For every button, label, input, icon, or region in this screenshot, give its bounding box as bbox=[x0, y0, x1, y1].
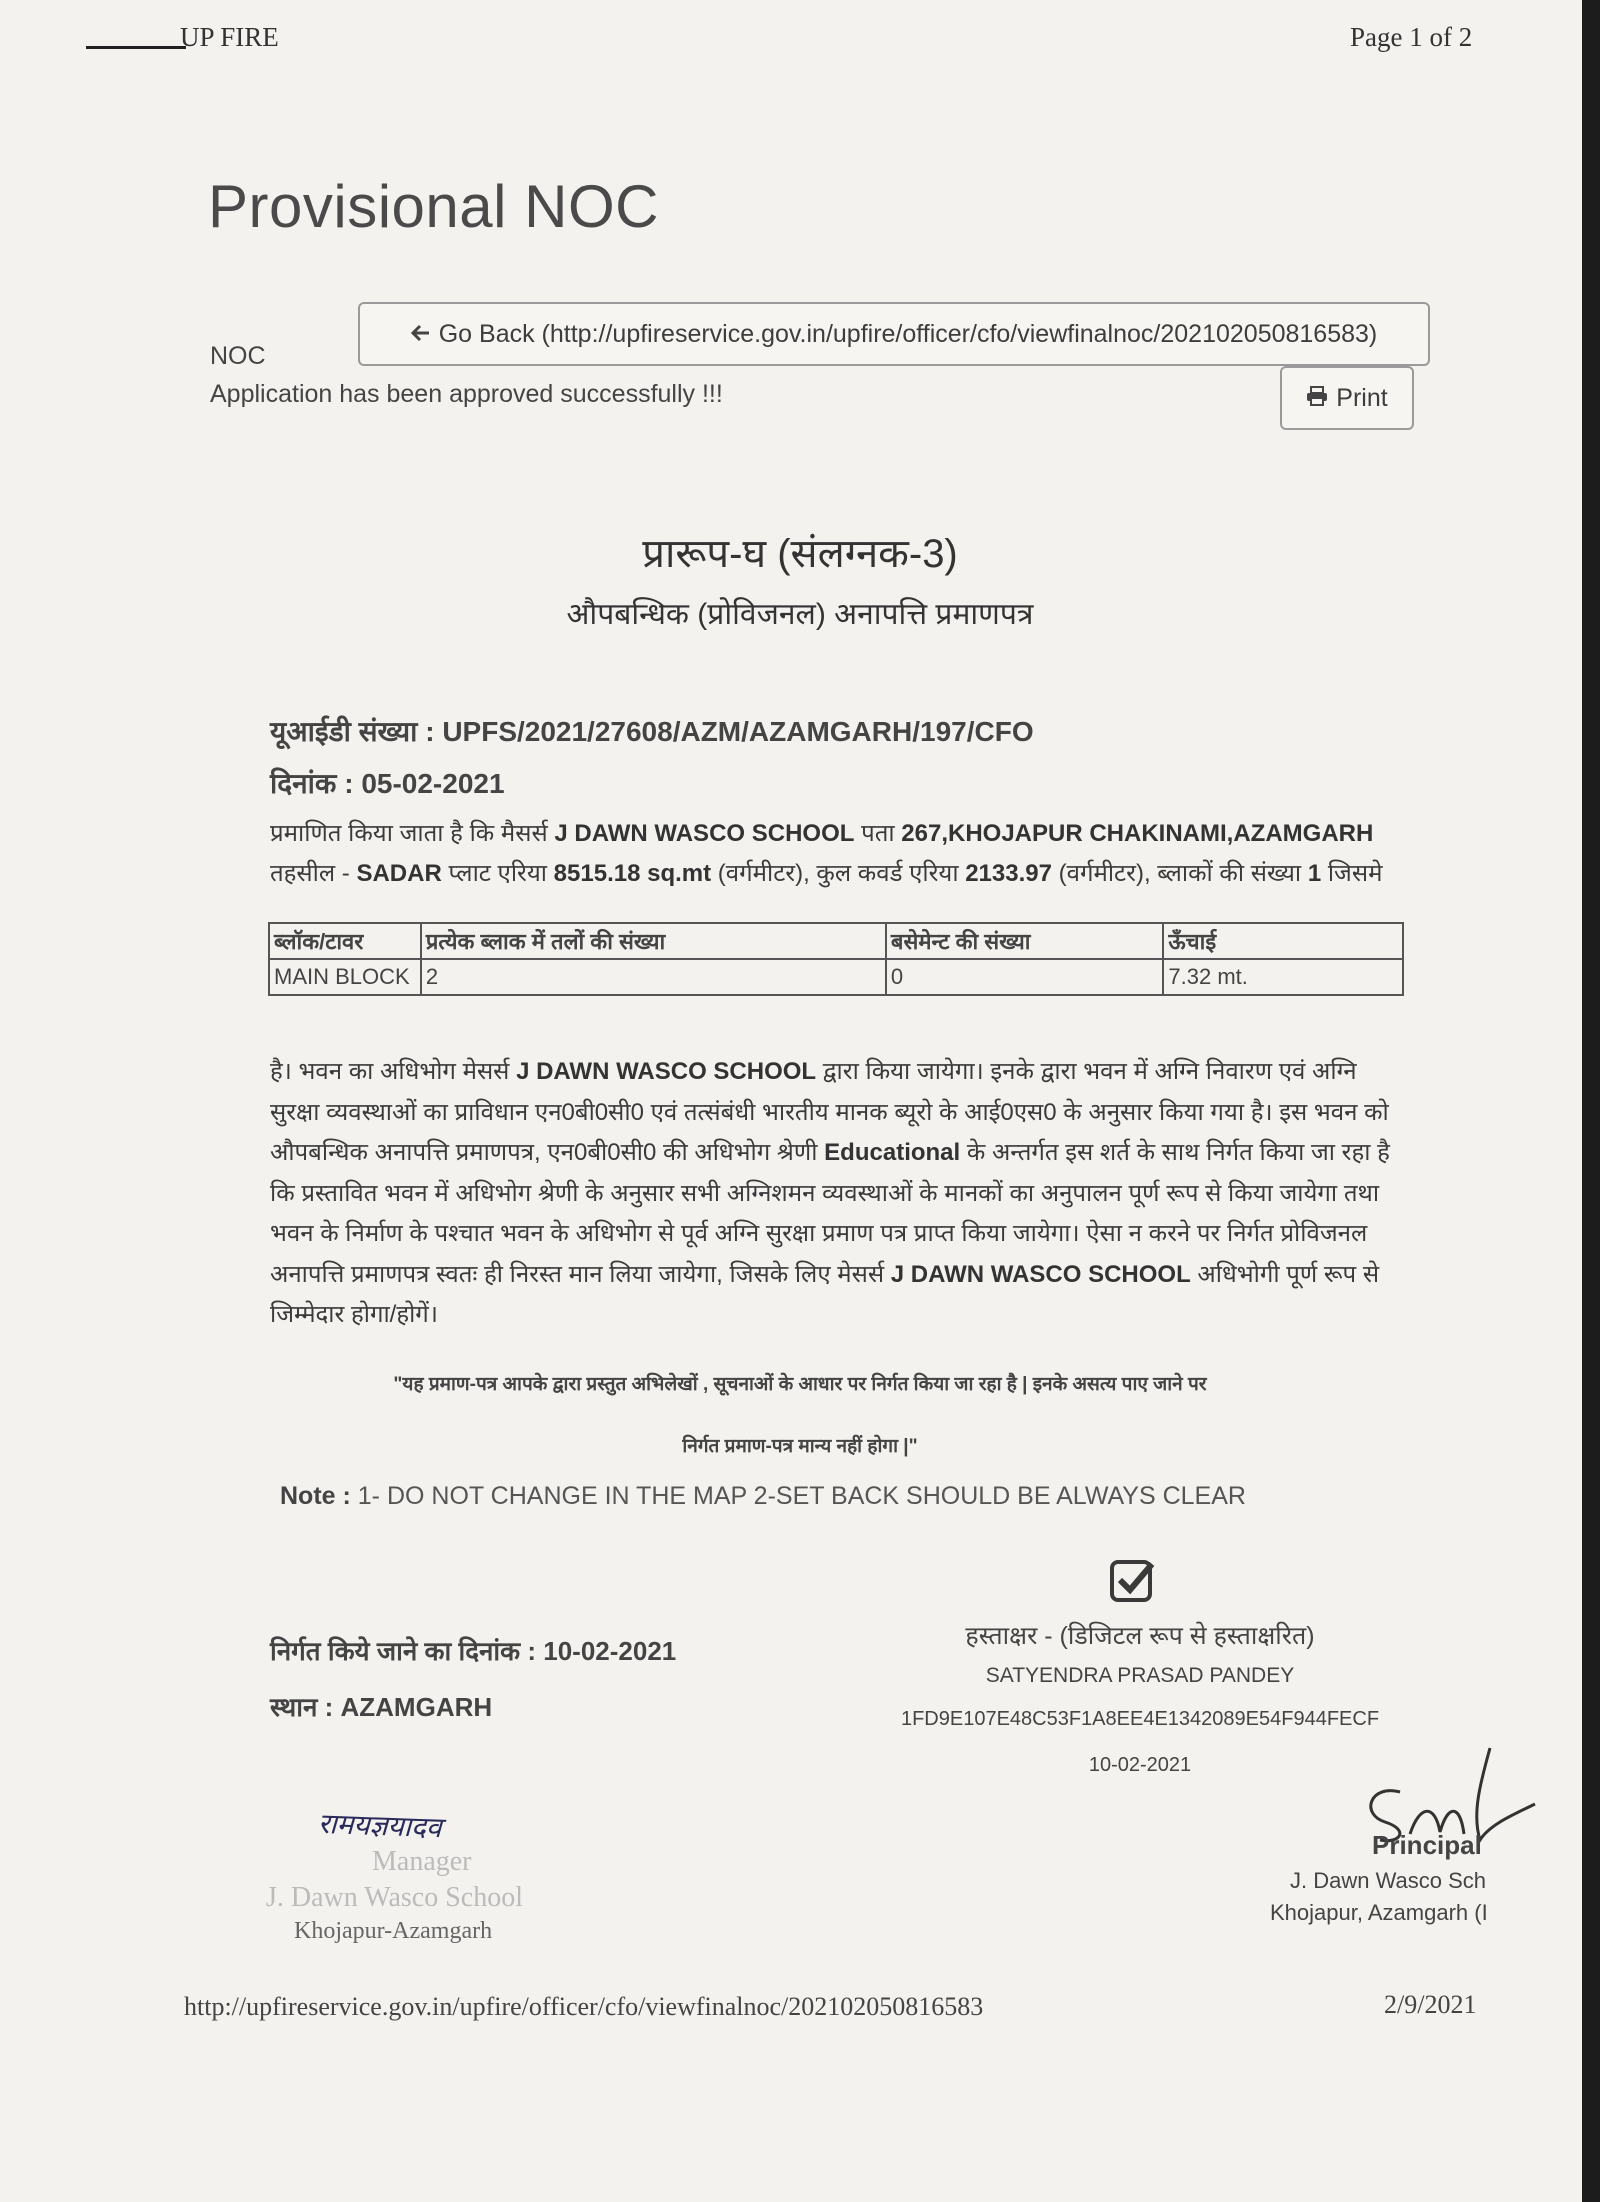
intro-text: जिसमे bbox=[1321, 860, 1383, 887]
body-text: द्वारा किया जायेगा। इनके द्वारा भवन में अग्नि निवारण एवं अग्नि सुरक्षा व्यवस्थाओं का प्राविधान एन0बी0सी0 एवं तत्संबंधी भारतीय मानक ब्यूरो के आई0एस0 के अनुसार किया गया है। इस भवन को औपबन्धिक अनापत्ति प्रमाणपत्र, एन0बी0सी0 की अधिभोग श्रेणी bbox=[270, 1058, 1389, 1166]
principal-stamp bbox=[1260, 1744, 1580, 1934]
place-line bbox=[270, 1688, 492, 1724]
print-footer-date: 2/9/2021 bbox=[1384, 1990, 1477, 2019]
column-header: बसेमेन्ट की संख्या bbox=[886, 923, 1164, 959]
uid-value: UPFS/2021/27608/AZM/AZAMGARH/197/CFO bbox=[442, 716, 1034, 747]
firm-name: J DAWN WASCO SCHOOL bbox=[516, 1058, 817, 1085]
body-text: है। भवन का अधिभोग मेसर्स bbox=[270, 1058, 517, 1085]
scan-page-edge bbox=[1582, 0, 1600, 2202]
arrow-left-icon bbox=[411, 320, 431, 349]
note-line bbox=[280, 1482, 1246, 1511]
blocks-count-value: 1 bbox=[1307, 860, 1322, 887]
body-text: अधिभोगी पूर्ण रूप से जिम्मेदार होगा/होगें। bbox=[270, 1260, 1380, 1328]
disclaimer-line-1: "यह प्रमाण-पत्र आपके द्वारा प्रस्तुत अभिलेखों , सूचनाओं के आधार पर निर्गत किया जा रहा है | इनके असत्य पाए जाने पर bbox=[393, 1374, 1207, 1395]
firm-name: J DAWN WASCO SCHOOL bbox=[890, 1260, 1191, 1288]
go-back-label: Go Back (http://upfireservice.gov.in/upfire/officer/cfo/viewfinalnoc/202102050816583) bbox=[438, 319, 1378, 348]
uid-line bbox=[270, 712, 1034, 750]
table-row bbox=[269, 959, 1403, 995]
issue-date-line bbox=[270, 1632, 676, 1668]
column-header: प्रत्येक ब्लाक में तलों की संख्या bbox=[421, 923, 886, 959]
manager-stamp bbox=[256, 1806, 596, 1956]
print-header-page-number: Page 1 of 2 bbox=[1350, 22, 1473, 52]
printer-icon bbox=[1306, 384, 1328, 413]
place-label: स्थान : bbox=[270, 1692, 334, 1722]
signature-hash: 1FD9E107E48C53F1A8EE4E1342089E54F944FECF bbox=[900, 1708, 1380, 1730]
intro-text: पता bbox=[854, 820, 902, 847]
print-header-title: UP FIRE bbox=[180, 22, 279, 52]
page-title: Provisional NOC bbox=[208, 173, 659, 240]
date-value: 05-02-2021 bbox=[361, 768, 505, 799]
place-value: AZAMGARH bbox=[340, 1692, 493, 1722]
principal-school: J. Dawn Wasco Sch bbox=[1290, 1868, 1487, 1893]
column-header: ऊँचाई bbox=[1163, 923, 1403, 959]
date-label: दिनांक : bbox=[270, 768, 354, 799]
check-square-icon bbox=[1108, 1556, 1158, 1606]
manager-title: Manager bbox=[372, 1846, 472, 1877]
approval-message: Application has been approved successfully !!! bbox=[210, 380, 723, 408]
covered-area-value: 2133.97 bbox=[965, 860, 1052, 887]
intro-text: तहसील - bbox=[270, 860, 357, 887]
noc-label: NOC bbox=[210, 342, 266, 370]
manager-school: J. Dawn Wasco School bbox=[266, 1882, 523, 1913]
go-back-button[interactable] bbox=[358, 302, 1430, 366]
body-text: के अन्तर्गत इस शर्त के साथ निर्गत किया जा रहा है कि प्रस्तावित भवन में अधिभोग श्रेणी के अनुसार सभी अग्निशमन व्यवस्थाओं के मानकों का अनुपालन पूर्ण रूप से किया जायेगा तथा भवन के निर्माण के पश्चात भवन के अधिभोग से पूर्व अग्नि सुरक्षा प्रमाण पत्र प्राप्त किया जायेगा। ऐसा न करने पर निर्गत प्रोविजनल अनापत्ति प्रमाणपत्र स्वतः ही निरस्त मान लिया जायेगा, जिसके लिए मेसर्स bbox=[270, 1139, 1390, 1288]
table-cell: 7.32 mt. bbox=[1163, 959, 1403, 995]
manager-place: Khojapur-Azamgarh bbox=[294, 1918, 493, 1944]
pen-strike-mark bbox=[86, 46, 186, 49]
issue-date-label: निर्गत किये जाने का दिनांक : bbox=[270, 1636, 537, 1666]
note-label: Note : bbox=[280, 1482, 351, 1510]
form-subtitle: औपबन्धिक (प्रोविजनल) अनापत्ति प्रमाणपत्र bbox=[566, 598, 1034, 631]
print-button[interactable] bbox=[1280, 366, 1414, 430]
certificate-intro bbox=[270, 814, 1410, 894]
principal-place: Khojapur, Azamgarh (I bbox=[1270, 1900, 1488, 1925]
table-cell: MAIN BLOCK bbox=[269, 959, 421, 995]
intro-text: (वर्गमीटर), कुल कवर्ड एरिया bbox=[711, 860, 966, 887]
principal-title: Principal bbox=[1372, 1830, 1482, 1860]
note-text: 1- DO NOT CHANGE IN THE MAP 2-SET BACK SHOULD BE ALWAYS CLEAR bbox=[350, 1482, 1246, 1510]
intro-text: प्रमाणित किया जाता है कि मैसर्स bbox=[270, 820, 555, 847]
column-header: ब्लॉक/टावर bbox=[269, 923, 421, 959]
table-cell: 0 bbox=[886, 959, 1164, 995]
issue-date-value: 10-02-2021 bbox=[543, 1636, 677, 1666]
signature-date: 10-02-2021 bbox=[1088, 1754, 1192, 1776]
firm-address: 267,KHOJAPUR CHAKINAMI,AZAMGARH bbox=[901, 820, 1374, 847]
signature-caption: हस्ताक्षर - (डिजिटल रूप से हस्ताक्षरित) bbox=[965, 1622, 1315, 1650]
occupancy-category: Educational bbox=[824, 1139, 961, 1166]
blocks-table bbox=[268, 922, 1404, 996]
print-label: Print bbox=[1336, 383, 1388, 412]
disclaimer-line-2: निर्गत प्रमाण-पत्र मान्य नहीं होगा |" bbox=[682, 1436, 918, 1457]
certificate-body bbox=[270, 1052, 1410, 1336]
tehsil-value: SADAR bbox=[356, 860, 442, 887]
print-footer-url: http://upfireservice.gov.in/upfire/officer/cfo/viewfinalnoc/202102050816583 bbox=[184, 1992, 984, 2021]
manager-handwritten-signature: रामयज्ञयादव bbox=[317, 1807, 443, 1844]
signatory-name: SATYENDRA PRASAD PANDEY bbox=[985, 1664, 1295, 1687]
intro-text: (वर्गमीटर), ब्लाकों की संख्या bbox=[1051, 860, 1308, 887]
table-cell: 2 bbox=[421, 959, 886, 995]
firm-name: J DAWN WASCO SCHOOL bbox=[554, 820, 855, 847]
plot-area-value: 8515.18 sq.mt bbox=[553, 860, 712, 887]
form-title: प्रारूप-घ (संलग्नक-3) bbox=[642, 532, 958, 576]
date-line bbox=[270, 764, 505, 802]
uid-label: यूआईडी संख्या : bbox=[270, 716, 435, 747]
table-header-row bbox=[269, 923, 1403, 959]
intro-text: प्लाट एरिया bbox=[441, 860, 554, 887]
